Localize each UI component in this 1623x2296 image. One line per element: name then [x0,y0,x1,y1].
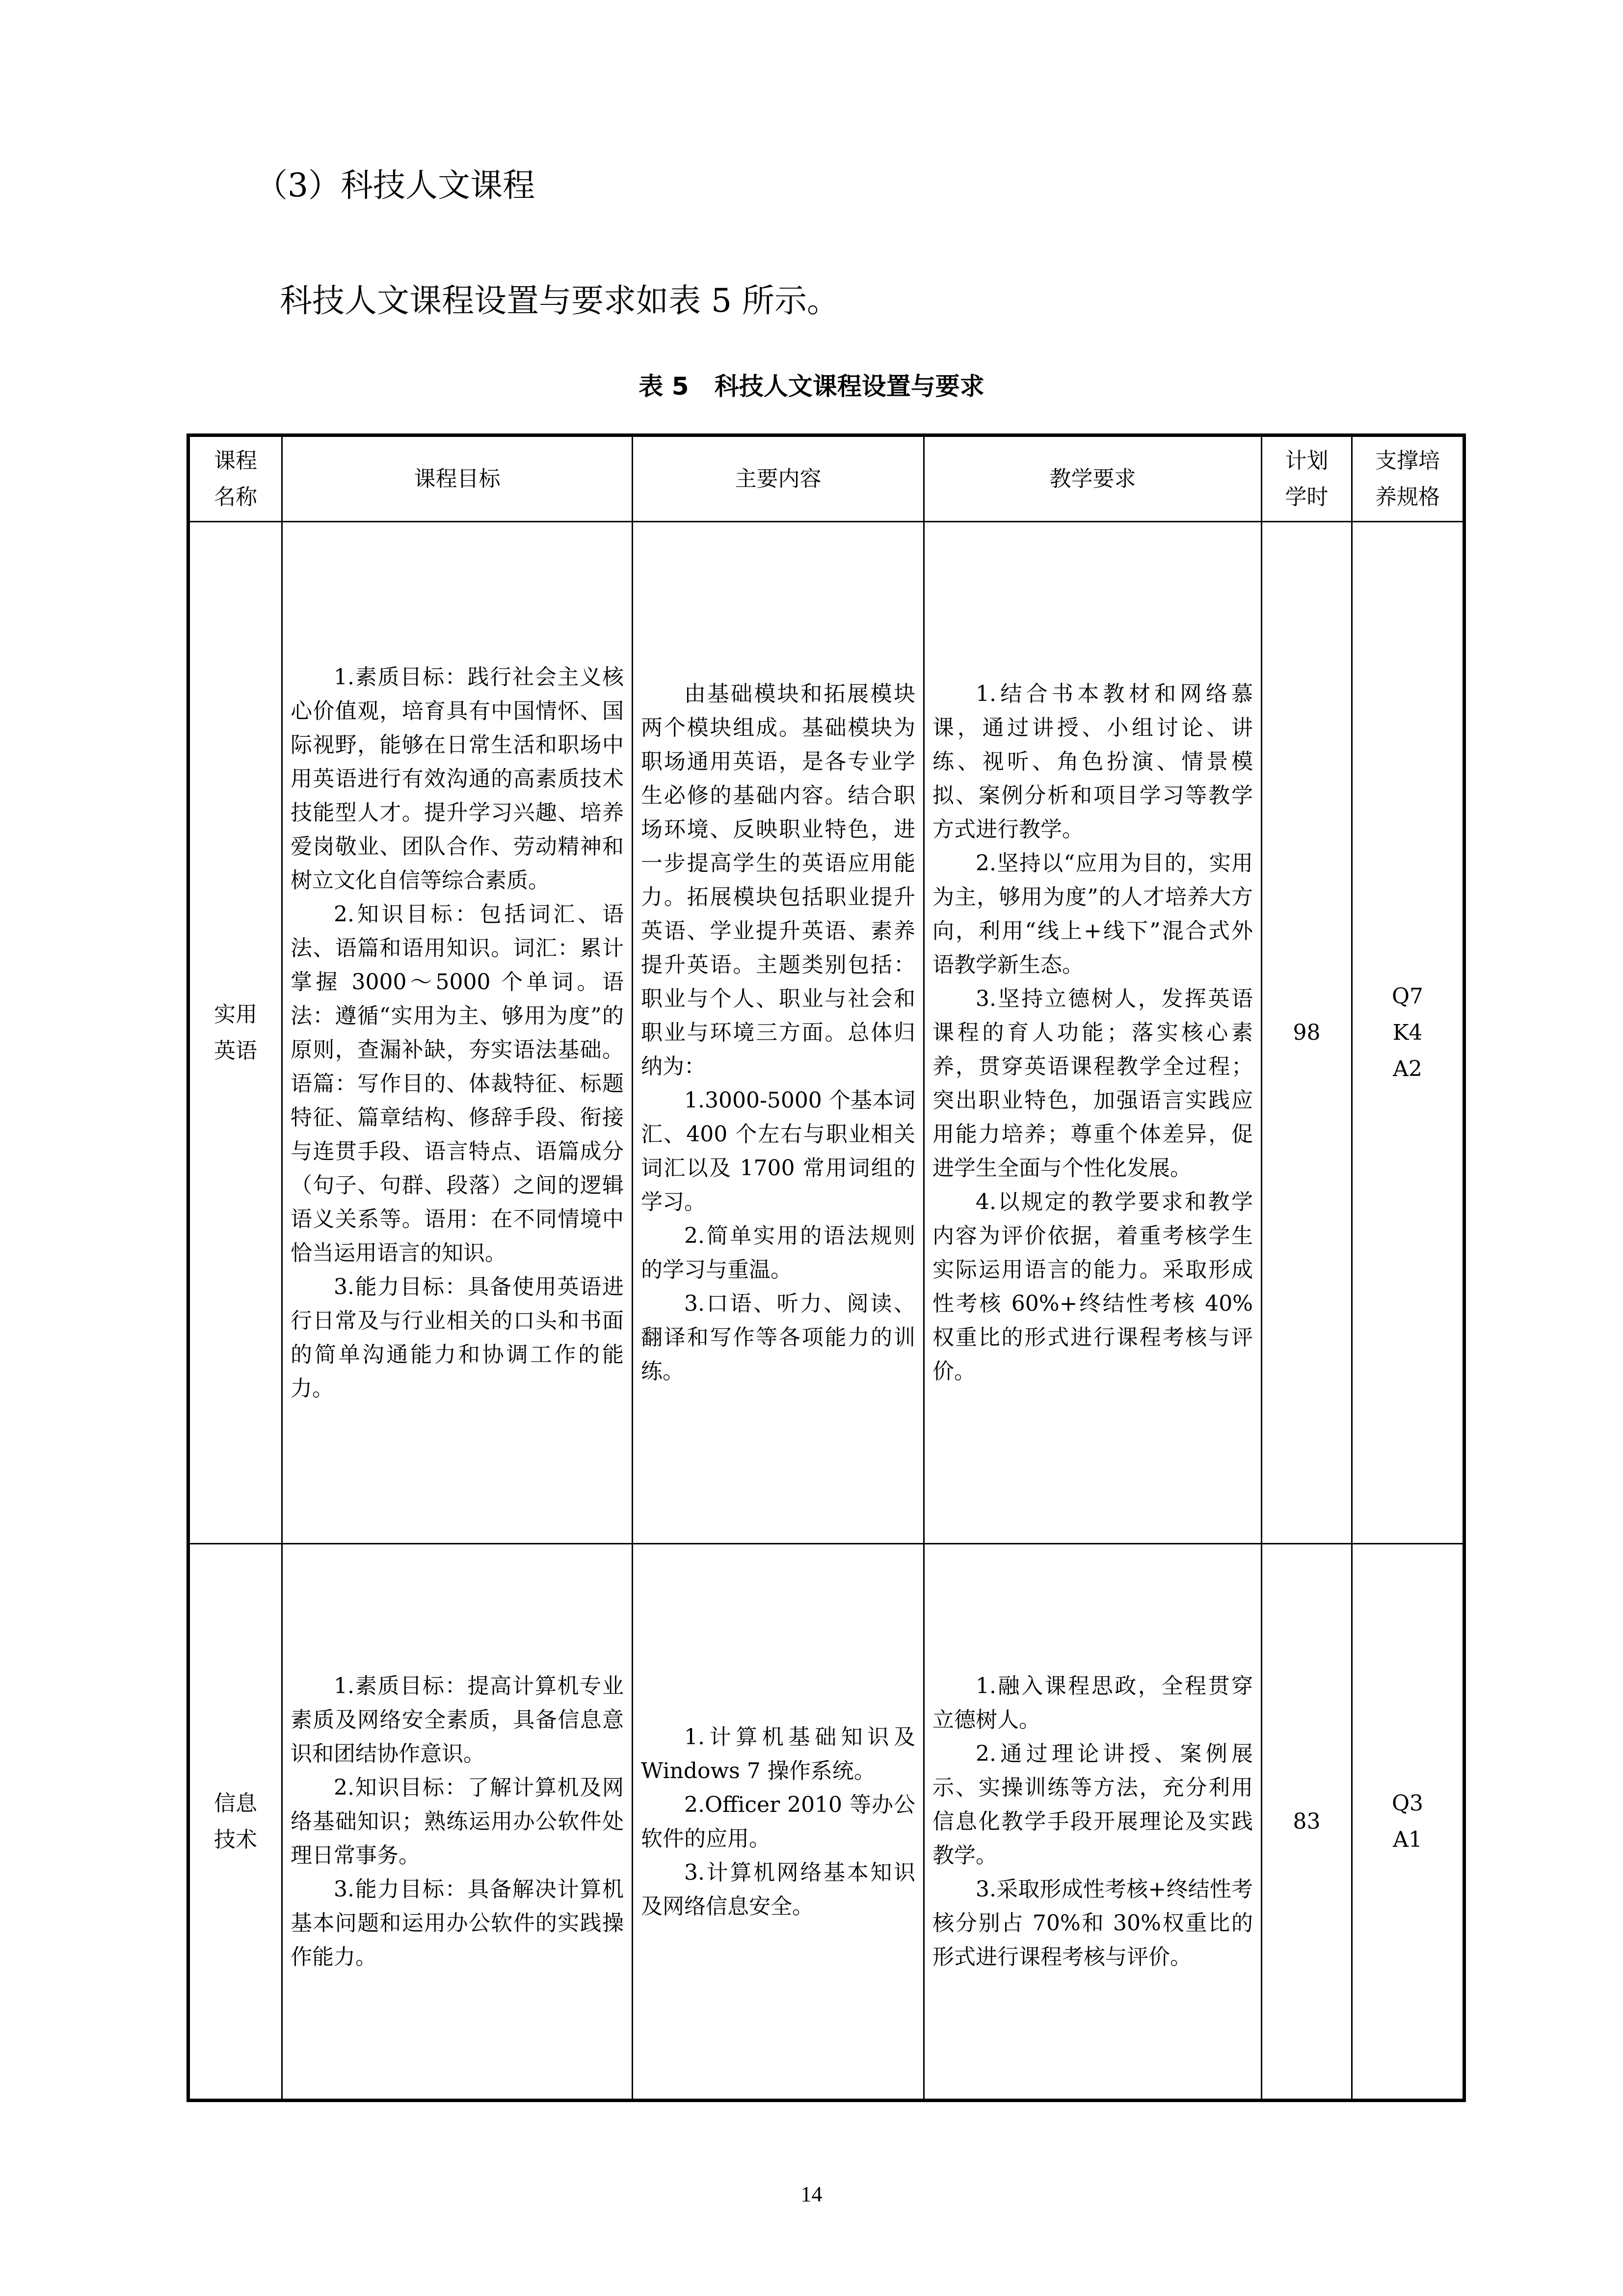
content-cell [633,1544,924,2101]
table-row [188,1544,1464,2101]
content-paragraph: 2.Officer 2010 等办公软件的应用。 [641,1792,915,1851]
support-cell [1352,522,1464,1544]
hours-cell [1262,522,1352,1544]
header-hours-lines: 计划 学时 [1285,448,1329,510]
table-header-row [188,435,1464,522]
support-code: Q7 [1391,983,1424,1009]
requirement-paragraph: 3.采取形成性考核+终结性考核分别占 70%和 30%权重比的形式进行课程考核与评价。 [932,1877,1253,1970]
requirement-paragraph: 3.坚持立德树人，发挥英语课程的育人功能；落实核心素养，贯穿英语课程教学全过程；突出职业特色，加强语言实践应用能力培养；尊重个体差异，促进学生全面与个性化发展。 [932,986,1253,1181]
course-name-cell [188,522,282,1544]
course-name: 信息 技术 [214,1790,257,1852]
page-number: 14 [800,2182,823,2206]
content-paragraph: 1.3000-5000 个基本词汇、400 个左右与职业相关词汇以及 1700 常用词组的学习。 [641,1088,915,1215]
header-requirements: 教学要求 [924,435,1262,522]
requirement-paragraph: 2.通过理论讲授、案例展示、实操训练等方法，充分利用信息化教学手段开展理论及实践教学。 [932,1741,1253,1868]
objective-paragraph: 1.素质目标：践行社会主义核心价值观，培育具有中国情怀、国际视野，能够在日常生活和职场中用英语进行有效沟通的高素质技术技能型人才。提升学习兴趣、培养爱岗敬业、团队合作、劳动精神和树立文化自信等综合素质。 [291,664,624,893]
objective-paragraph: 1.素质目标：提高计算机专业素质及网络安全素质，具备信息意识和团结协作意识。 [291,1674,624,1766]
header-support [1352,435,1464,522]
course-table [186,433,1466,2102]
objective-paragraph: 3.能力目标：具备解决计算机基本问题和运用办公软件的实践操作能力。 [291,1877,624,1970]
requirement-paragraph: 2.坚持以“应用为目的，实用为主，够用为度”的人才培养大方向，利用“线上+线下”混合式外语教学新生态。 [932,851,1253,977]
objective-paragraph: 3.能力目标：具备使用英语进行日常及与行业相关的口头和书面的简单沟通能力和协调工作的能力。 [291,1274,624,1401]
content-paragraph: 3.计算机网络基本知识及网络信息安全。 [641,1860,915,1919]
header-course-name [188,435,282,522]
content-cell [633,522,924,1544]
intro-paragraph: 科技人文课程设置与要求如表 5 所示。 [280,282,839,320]
support-code: A1 [1393,1827,1422,1852]
support-cell [1352,1544,1464,2101]
content-paragraph: 3.口语、听力、阅读、翻译和写作等各项能力的训练。 [641,1291,915,1384]
content-paragraph: 由基础模块和拓展模块两个模块组成。基础模块为职场通用英语，是各专业学生必修的基础内容。结合职场环境、反映职业特色，进一步提高学生的英语应用能力。拓展模块包括职业提升英语、学业提升英语、素养提升英语。主题类别包括：职业与个人、职业与社会和职业与环境三方面。总体归纳为： [641,681,915,1079]
requirement-paragraph: 1.结合书本教材和网络慕课，通过讲授、小组讨论、讲练、视听、角色扮演、情景模拟、案例分析和项目学习等教学方式进行教学。 [932,681,1253,842]
header-content: 主要内容 [633,435,924,522]
hours-value: 83 [1293,1809,1321,1834]
hours-cell [1262,1544,1352,2101]
header-objectives: 课程目标 [282,435,633,522]
content-paragraph: 2.简单实用的语法规则的学习与重温。 [641,1223,915,1282]
header-hours [1262,435,1352,522]
objective-paragraph: 2.知识目标：包括词汇、语法、语篇和语用知识。词汇：累计掌握 3000～5000 个单词。语法：遵循“实用为主、够用为度”的原则，查漏补缺，夯实语法基础。语篇：写作目的、体裁特征、标题特征、篇章结构、修辞手段、衔接与连贯手段、语言特点、语篇成分（句子、句群、段落）之间的逻辑语义关系等。语用：在不同情境中恰当运用语言的知识。 [291,901,624,1266]
requirement-paragraph: 4.以规定的教学要求和教学内容为评价依据，着重考核学生实际运用语言的能力。采取形成性考核 60%+终结性考核 40%权重比的形式进行课程考核与评价。 [932,1189,1253,1384]
requirements-cell [924,522,1262,1544]
content-paragraph: 1.计算机基础知识及 Windows 7 操作系统。 [641,1724,915,1783]
table-caption: 表 5 科技人文课程设置与要求 [639,372,984,401]
table-row [188,522,1464,1544]
objectives-cell [282,522,633,1544]
header-support-lines: 支撑培 养规格 [1375,448,1440,510]
course-name-cell [188,1544,282,2101]
objectives-cell [282,1544,633,2101]
course-name: 实用 英语 [214,1001,257,1063]
requirements-cell [924,1544,1262,2101]
requirement-paragraph: 1.融入课程思政，全程贯穿立德树人。 [932,1674,1253,1732]
support-code: K4 [1392,1020,1423,1045]
hours-value: 98 [1293,1020,1321,1045]
section-heading: （3）科技人文课程 [255,166,535,204]
header-course-name-lines: 课程 名称 [214,448,257,510]
objective-paragraph: 2.知识目标：了解计算机及网络基础知识；熟练运用办公软件处理日常事务。 [291,1775,624,1868]
support-code: A2 [1393,1056,1422,1081]
support-code: Q3 [1391,1790,1424,1816]
